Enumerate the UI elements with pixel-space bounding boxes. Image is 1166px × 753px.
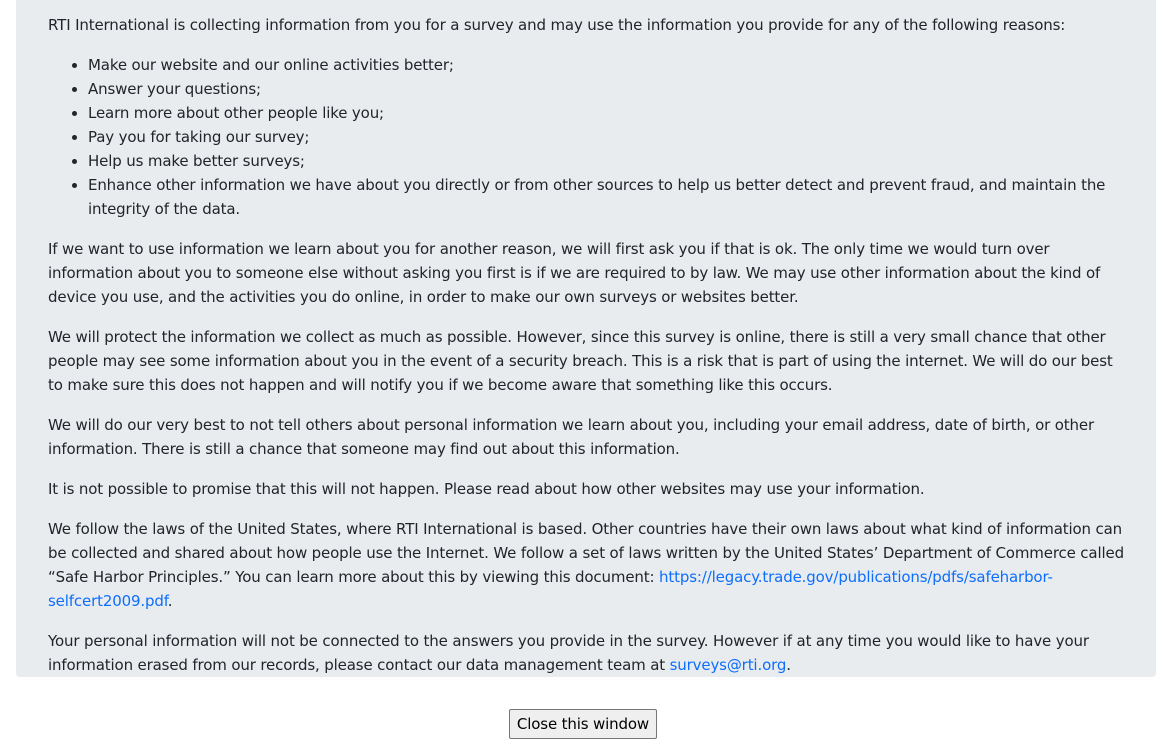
list-item: • Make our website and our online activities better; — [88, 53, 1124, 77]
close-button-container — [0, 709, 1166, 739]
safe-harbor-link[interactable]: https://legacy.trade.gov/publications/pdfs/safeharbor-selfcert2009.pdf — [48, 568, 1053, 610]
erase-paragraph — [48, 629, 1124, 677]
list-item: • Enhance other information we have about you directly or from other sources to help us better detect and prevent fraud, and maintain the integrity of the data. — [88, 173, 1124, 221]
list-item: • Learn more about other people like you; — [88, 101, 1124, 125]
intro-paragraph: RTI International is collecting information from you for a survey and may use the information you provide for any of the following reasons: — [48, 16, 1066, 34]
not-possible-paragraph: It is not possible to promise that this will not happen. Please read about how other websites may use your information. — [48, 480, 925, 498]
close-window-button[interactable]: Close this window — [509, 709, 657, 739]
privacy-notice-panel — [16, 0, 1156, 677]
email-link[interactable]: surveys@rti.org — [669, 656, 787, 674]
list-item: • Help us make better surveys; — [88, 149, 1124, 173]
laws-paragraph — [48, 517, 1124, 613]
reasons-list — [48, 53, 1124, 221]
list-item: • Pay you for taking our survey; — [88, 125, 1124, 149]
laws-text: We follow the laws of the United States, where RTI International is based. Other countries have their own laws about what kind of information can be collected and shared about how people use the Internet. We follow a set of laws written by the United States’ Department of Commerce called “Safe Harbor Principles.” You can learn more about this by viewing this document: — [48, 520, 1124, 586]
erase-end: . — [786, 656, 791, 674]
other-reason-paragraph: If we want to use information we learn about you for another reason, we will first ask you if that is ok. The only time we would turn over information about you to someone else without asking you first is if we are required to by law. We may use other information about the kind of device you use, and the activities you do online, in order to make our own surveys or websites better. — [48, 240, 1101, 306]
erase-text: Your personal information will not be connected to the answers you provide in the survey. However if at any time you would like to have your information erased from our records, please contact our data management team at — [48, 632, 1089, 674]
laws-end: . — [167, 592, 173, 610]
protect-paragraph: We will protect the information we collect as much as possible. However, since this survey is online, there is still a very small chance that other people may see some information about you in the event of a security breach. This is a risk that is part of using the internet. We will do our best to make sure this does not happen and will notify you if we become aware that something like this occurs. — [48, 328, 1113, 394]
list-item: • Answer your questions; — [88, 77, 1124, 101]
not-tell-paragraph: We will do our very best to not tell others about personal information we learn about you, including your email address, date of birth, or other information. There is still a chance that someone may find out about this information. — [48, 416, 1094, 458]
